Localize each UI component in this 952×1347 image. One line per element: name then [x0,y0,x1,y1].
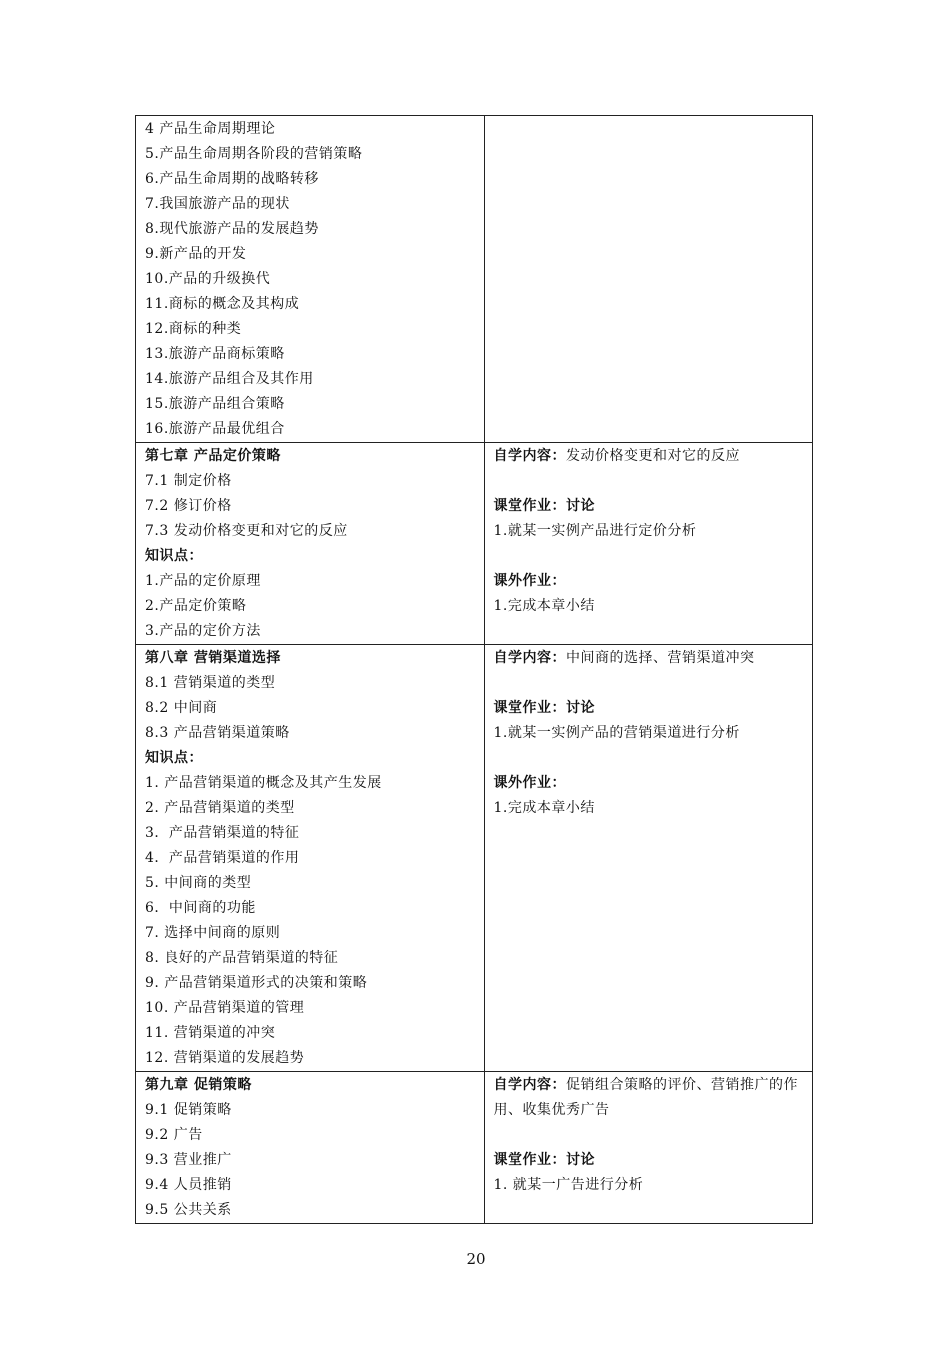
table-row [136,645,813,1072]
homework-label: 课外作业： [493,775,566,791]
list-item: 8.现代旅游产品的发展趋势 [145,221,319,237]
section-item: 9.4 人员推销 [145,1177,232,1193]
list-item: 6.产品生命周期的战略转移 [145,171,319,187]
assignment-cell [484,116,813,443]
knowledge-item: 3．产品营销渠道的特征 [145,825,300,841]
chapter-title: 第七章 产品定价策略 [145,448,281,464]
knowledge-item: 3.产品的定价方法 [145,623,261,639]
assignment-cell [484,645,813,1072]
table-row [136,1072,813,1224]
section-item: 9.3 营业推广 [145,1152,232,1168]
list-item: 13.旅游产品商标策略 [145,346,285,362]
spacer [494,746,805,771]
knowledge-label: 知识点： [145,750,203,766]
section-item: 7.2 修订价格 [145,498,232,514]
knowledge-item: 11. 营销渠道的冲突 [145,1025,276,1041]
self-study [494,444,805,469]
section-item: 7.3 发动价格变更和对它的反应 [145,523,348,539]
list-item: 9.新产品的开发 [145,246,247,262]
section-item: 9.5 公共关系 [145,1202,232,1218]
spacer [494,544,805,569]
homework-text: 1.完成本章小结 [493,800,595,816]
knowledge-label: 知识点： [145,548,203,564]
list-item: 11.商标的概念及其构成 [145,296,300,312]
list-item: 12.商标的种类 [145,321,242,337]
assignment-cell [484,443,813,645]
section-item: 8.2 中间商 [145,700,218,716]
classwork-label: 课堂作业：讨论 [493,498,595,514]
list-item: 5.产品生命周期各阶段的营销策略 [145,146,363,162]
content-cell [136,443,485,645]
self-study-label: 自学内容： [493,650,566,666]
list-item: 14.旅游产品组合及其作用 [145,371,314,387]
classwork-label: 课堂作业：讨论 [493,700,595,716]
spacer [494,469,805,494]
classwork-text: 1. 就某一广告进行分析 [493,1177,644,1193]
syllabus-table [135,115,813,1224]
knowledge-item: 12. 营销渠道的发展趋势 [145,1050,305,1066]
self-study-label: 自学内容： [493,448,566,464]
self-study-text: 发动价格变更和对它的反应 [566,448,740,464]
knowledge-item: 1. 产品营销渠道的概念及其产生发展 [145,775,382,791]
self-study-text: 中间商的选择、营销渠道冲突 [566,650,755,666]
knowledge-item: 8. 良好的产品营销渠道的特征 [145,950,339,966]
chapter-title: 第九章 促销策略 [145,1077,252,1093]
page-number: 20 [466,1250,486,1268]
classwork-text: 1.就某一实例产品进行定价分析 [493,523,697,539]
content-cell [136,116,485,443]
self-study [494,646,805,671]
spacer [494,1123,805,1148]
self-study-text: 促销组合策略的评价、营销推广的作用、收集优秀广告 [493,1077,798,1118]
section-item: 8.1 营销渠道的类型 [145,675,276,691]
list-item: 10.产品的升级换代 [145,271,271,287]
classwork-label: 课堂作业：讨论 [493,1152,595,1168]
section-item: 7.1 制定价格 [145,473,232,489]
list-item: 4 产品生命周期理论 [145,121,276,137]
knowledge-item: 7. 选择中间商的原则 [145,925,281,941]
knowledge-item: 5. 中间商的类型 [145,875,252,891]
section-item: 9.1 促销策略 [145,1102,232,1118]
knowledge-item: 4．产品营销渠道的作用 [145,850,300,866]
spacer [494,671,805,696]
assignment-cell [484,1072,813,1224]
knowledge-item: 2. 产品营销渠道的类型 [145,800,295,816]
classwork-text: 1.就某一实例产品的营销渠道进行分析 [493,725,740,741]
homework-text: 1.完成本章小结 [493,598,595,614]
section-item: 9.2 广告 [145,1127,203,1143]
table-row [136,116,813,443]
knowledge-item: 10. 产品营销渠道的管理 [145,1000,305,1016]
list-item: 16.旅游产品最优组合 [145,421,285,437]
knowledge-item: 2.产品定价策略 [145,598,247,614]
table-row [136,443,813,645]
knowledge-item: 6．中间商的功能 [145,900,256,916]
self-study [494,1073,805,1123]
list-item: 15.旅游产品组合策略 [145,396,285,412]
knowledge-item: 9. 产品营销渠道形式的决策和策略 [145,975,368,991]
content-cell [136,1072,485,1224]
section-item: 8.3 产品营销渠道策略 [145,725,290,741]
list-item: 7.我国旅游产品的现状 [145,196,290,212]
homework-label: 课外作业： [493,573,566,589]
knowledge-item: 1.产品的定价原理 [145,573,261,589]
content-cell [136,645,485,1072]
self-study-label: 自学内容： [493,1077,566,1093]
chapter-title: 第八章 营销渠道选择 [145,650,281,666]
